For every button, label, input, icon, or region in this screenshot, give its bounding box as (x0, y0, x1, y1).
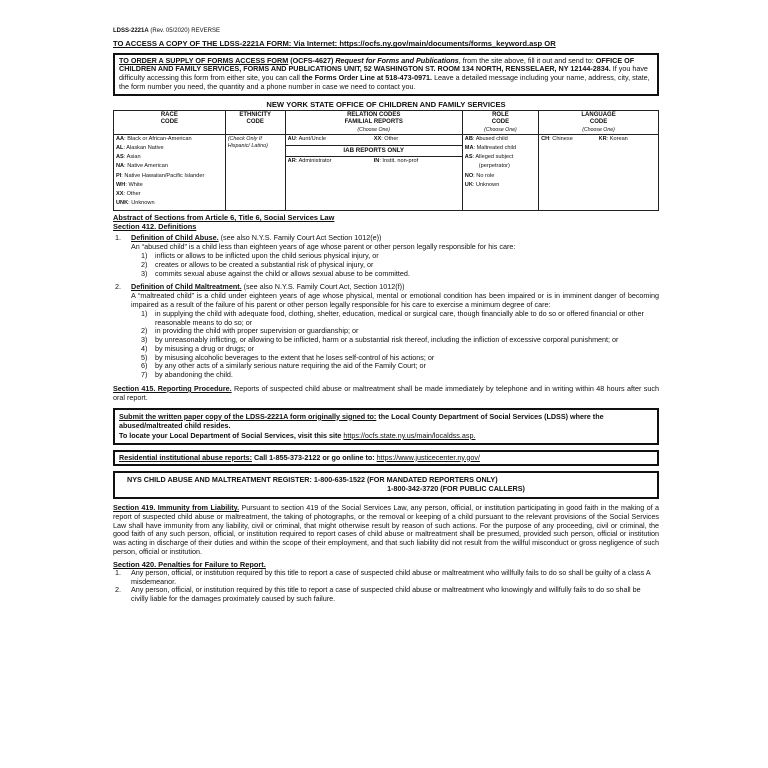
definition-1-items (113, 252, 659, 278)
role-code: AS: Alleged subject (464, 154, 514, 161)
section-420-title: Section 420. Penalties for Failure to Report. (113, 559, 266, 569)
section-419 (113, 504, 659, 557)
section-419-text: Pursuant to section 419 of the Social Services Law, any person, official, or institution participating in good faith in the making of a report of suspected child abuse or maltreatment, the taking of photographs, or the removal or keeping of a child pursuant to the relevant provisions of the Social Services Law shall have immunity from any liability, civil or criminal, that might otherwise result by reason of such actions. For the purpose of any proceeding, civil or criminal, the good faith of any such person, official, or institution required to report cases of child abuse or maltreatment shall be presumed, provided such person, official or institution was acting in discharge of their duties and within the scope of their employment, and that such liability did not result from the willful misconduct or gross negligence of such person, official or institution. (113, 503, 659, 556)
language-header: LANGUAGE CODE (Choose One) (539, 110, 659, 134)
locate-text: To locate your Local Department of Social Services, visit this site (119, 430, 342, 440)
relation-code: AU: Aunt/Uncle (287, 135, 326, 142)
language-code: KR: Korean (598, 135, 628, 142)
residential-box (113, 450, 659, 467)
list-item: 3) commits sexual abuse against the child or allows sexual abuse to be committed. (141, 268, 410, 278)
residential-lead: Residential institutional abuse reports: (119, 452, 252, 462)
list-item: 1) in supplying the child with adequate food, clothing, shelter, education, medical or surgical care, though financially able to do so or offered financial or other reasonable means to do so; or (141, 308, 644, 327)
order-phone: the Forms Order Line at 518-473-0971. (301, 73, 433, 83)
section-415-text: Reports of suspected child abuse or maltreatment shall be made immediately by telephone and in writing within 48 hours after such oral report. (113, 383, 659, 402)
section-412-title: Section 412. Definitions (113, 222, 197, 232)
justice-center-link[interactable]: https://www.justicecenter.ny.gov/ (376, 452, 480, 462)
relation-header: RELATION CODES FAMILIAL REPORTS (Choose One) (285, 110, 462, 134)
definition-1-ref: (see also N.Y.S. Family Court Act Section 1012(e)) (220, 233, 382, 243)
form-revision: (Rev. 05/2020) REVERSE (150, 28, 220, 34)
relation-code: XX: Other (373, 135, 399, 142)
ethnicity-note: (Check Only If Hispanic/ Latino) (227, 135, 268, 149)
race-code: AS: Asian (116, 154, 141, 161)
section-415 (113, 385, 659, 403)
language-code: CH: Chinese (541, 135, 573, 142)
definition-1: 1. Definition of Child Abuse. (see also N.Y.S. Family Court Act Section 1012(e)) (115, 233, 382, 243)
form-id: LDSS-2221A (113, 28, 149, 34)
race-code: XX: Other (116, 191, 141, 198)
localdss-link[interactable]: https://ocfs.state.ny.us/main/localdss.asp. (343, 430, 476, 440)
race-codes (114, 134, 226, 211)
iab-title: IAB REPORTS ONLY (286, 145, 462, 157)
access-label: TO ACCESS A COPY OF THE LDSS-2221A FORM: (113, 39, 292, 49)
role-code: MA: Maltreated child (464, 145, 517, 152)
list-item: 1) inflicts or allows to be inflicted upon the child serious physical injury, or (141, 251, 379, 261)
race-code: AL: Alaskan Native (116, 145, 164, 152)
role-codes (462, 134, 538, 211)
iab-code: IN: Instit. non-prof (373, 157, 419, 164)
submit-lead: Submit the written paper copy of the LDSS-2221A form originally signed to: (119, 411, 377, 421)
submit-box (113, 408, 659, 445)
order-address: OFFICE OF CHILDREN AND FAMILY SERVICES, FORMS AND PUBLICATIONS UNIT, 52 WASHINGTON ST. ROOM 134 NORTH, RENSSELAER, NY 12144-2834. (119, 55, 635, 74)
definition-2: 2. Definition of Child Maltreatment. (see also N.Y.S. Family Court Act, Section 1012(f)) (115, 282, 405, 292)
race-code: NA: Native American (116, 163, 168, 170)
form-header (113, 28, 659, 35)
race-code: PI: Native Hawaiian/Pacific Islander (116, 172, 205, 179)
language-codes (539, 134, 659, 211)
order-text3: Leave a detailed message including your name, address, city, state, the form number you need, the quantity and a phone number in case we need to contact you. (119, 73, 650, 91)
access-line (113, 39, 659, 48)
list-item: 2) in providing the child with proper supervision or guardianship; or (141, 326, 359, 336)
list-item: 2) creates or allows to be created a substantial risk of physical injury, or (141, 259, 374, 269)
list-item: 5) by misusing alcoholic beverages to the extent that he loses self-control of his actions; or (141, 352, 435, 362)
abstract-title: Abstract of Sections from Article 6, Title 6, Social Services Law (113, 213, 335, 223)
order-form-number: (OCFS-4627) (290, 55, 334, 65)
list-item: 1. Any person, official, or institution required by this title to report a case of suspected child abuse or maltreatment who willfully fails to do so shall be guilty of a class A misdemeanor. (115, 567, 651, 586)
register-box (113, 471, 659, 499)
order-text2: If you have difficulty accessing this form from either site, you can call (119, 64, 648, 83)
ethnicity-header: ETHNICITY CODE (225, 110, 285, 134)
race-code: AA: Black or African-American (116, 135, 192, 142)
section-419-title: Section 419. Immunity from Liability. (113, 503, 240, 513)
race-code: WH: White (116, 181, 143, 188)
residential-text: Call 1-855-373-2122 or go online to: (254, 452, 375, 462)
list-item: 6) by any other acts of a similarly serious nature requiring the aid of the Family Court; or (141, 361, 426, 371)
definition-2-title: Definition of Child Maltreatment. (131, 282, 242, 292)
section-415-title: Section 415. Reporting Procedure. (113, 383, 232, 393)
order-text1: , from the site above, fill it out and send to: (458, 55, 594, 65)
race-header: RACE CODE (114, 110, 226, 134)
role-code: (perpetrator) (478, 163, 510, 170)
list-item: 2. Any person, official, or institution required by this title to report a case of suspected child abuse or maltreatment who knowingly and willfully fails to do so shall be civilly liable for the damages proximately caused by such failure. (115, 585, 641, 604)
form-page (113, 28, 659, 604)
role-code: AB: Abused child (464, 135, 508, 142)
access-via: Via Internet: (293, 39, 338, 49)
list-item: 3) by unreasonably inflicting, or allowing to be inflicted, harm or a substantial risk thereof, including the infliction of excessive corporal punishment; or (141, 335, 619, 345)
definition-2-ref: (see also N.Y.S. Family Court Act, Section 1012(f)) (243, 282, 405, 292)
order-lead: TO ORDER A SUPPLY OF FORMS ACCESS FORM (119, 55, 289, 65)
list-item: 4) by misusing a drug or drugs; or (141, 343, 255, 353)
forms-link[interactable]: https://ocfs.ny.gov/main/documents/forms_keyword.asp (339, 39, 543, 49)
definition-2-intro: A “maltreated child” is a child under eighteen years of age whose physical, mental or emotional condition has been impaired or is in imminent danger of becoming impaired as a result of the failure of his parent or other person legally responsible for his care to exercise a minimum degree of care: (131, 291, 659, 309)
register-line-1: NYS CHILD ABUSE AND MALTREATMENT REGISTER: 1-800-635-1522 (FOR MANDATED REPORTERS ONLY) (127, 475, 498, 485)
definition-2-items (113, 310, 659, 380)
codes-table (113, 110, 659, 211)
definition-1-title: Definition of Child Abuse. (131, 233, 219, 243)
relation-codes (285, 134, 462, 211)
list-item: 7) by abandoning the child. (141, 370, 233, 380)
definition-1-intro: An “abused child” is a child less than eighteen years of age whose parent or other person legally responsible for his care: (131, 242, 516, 252)
order-form-title: Request for Forms and Publications (335, 55, 459, 65)
access-or: OR (544, 39, 556, 49)
role-code: NO: No role (464, 172, 495, 179)
ethnicity-cell (225, 134, 285, 211)
codes-title: NEW YORK STATE OFFICE OF CHILDREN AND FAMILY SERVICES (266, 99, 506, 109)
race-code: UNK: Unknown (116, 200, 155, 207)
register-line-2: 1-800-342-3720 (FOR PUBLIC CALLERS) (387, 484, 525, 494)
role-header: ROLE CODE (Choose One) (462, 110, 538, 134)
order-forms-box (113, 53, 659, 96)
role-code: UK: Unknown (464, 181, 500, 188)
submit-rest: the Local County Department of Social Services (LDSS) where the abused/maltreated child resides. (119, 411, 604, 431)
iab-code: AR: Administrator (287, 157, 332, 164)
